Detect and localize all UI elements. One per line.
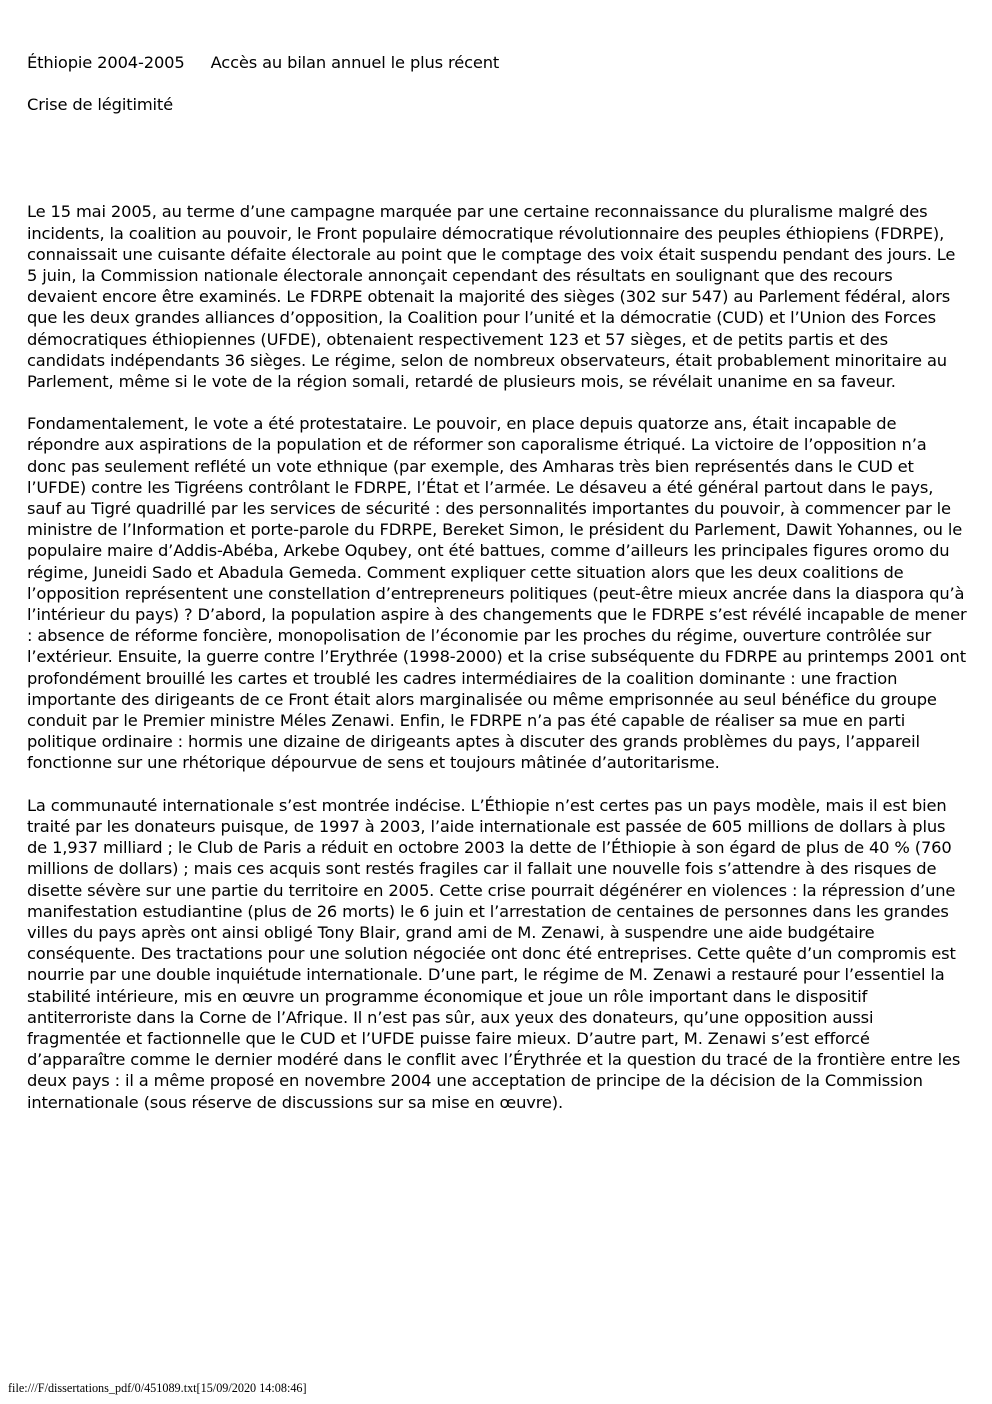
- document-header: [27, 52, 967, 73]
- country-period-label: Éthiopie 2004-2005: [27, 53, 185, 72]
- section-title: Crise de légitimité: [27, 95, 174, 115]
- article-body: [27, 201, 967, 1112]
- paragraph-protest-vote: Fondamentalement, le vote a été protestataire. Le pouvoir, en place depuis quatorze ans, était incapable de répondre aux aspirations de la population et de réformer son caporalisme étriqué. La victoire de l’opposition n’a donc pas seulement reflété un vote ethnique (par exemple, des Amharas très bien représentés dans le CUD et l’UFDE) contre les Tigréens contrôlant le FDRPE, l’État et l’armée. Le désaveu a été général partout dans le pays, sauf au Tigré quadrillé par les services de sécurité : des personnalités importantes du pouvoir, à commencer par le ministre de l’Information et porte-parole du FDRPE, Bereket Simon, le président du Parlement, Dawit Yohannes, ou le populaire maire d’Addis-Abéba, Arkebe Oqubey, ont été battues, comme d’ailleurs les principales figures oromo du régime, Juneidi Sado et Abadula Gemeda. Comment expliquer cette situation alors que les deux coalitions de l’opposition représentent une constellation d’entrepreneurs politiques (peut-être mieux ancrée dans la diaspora qu’à l’intérieur du pays) ? D’abord, la population aspire à des changements que le FDRPE s’est révélé incapable de mener : absence de réforme foncière, monopolisation de l’économie par les proches du régime, ouverture contrôlée sur l’extérieur. Ensuite, la guerre contre l’Erythrée (1998-2000) et la crise subséquente du FDRPE au printemps 2001 ont profondément brouillé les cartes et troublé les cadres intermédiaires de la coalition dominante : une fraction importante des dirigeants de ce Front était alors marginalisée ou même emprisonnée au seul bénéfice du groupe conduit par le Premier ministre Méles Zenawi. Enfin, le FDRPE n’a pas été capable de réaliser sa mue en parti politique ordinaire : hormis une dizaine de dirigeants aptes à discuter des grands problèmes du pays, l’appareil fonctionne sur une rhétorique dépourvue de sens et toujours mâtinée d’autoritarisme.: [27, 414, 967, 773]
- paragraph-elections: Le 15 mai 2005, au terme d’une campagne marquée par une certaine reconnaissance du pluralisme malgré des incidents, la coalition au pouvoir, le Front populaire démocratique révolutionnaire des peuples éthiopiens (FDRPE), connaissait une cuisante défaite électorale au point que le comptage des voix était suspendu pendant des jours. Le 5 juin, la Commission nationale électorale annonçait cependant des résultats en soulignant que des recours devaient encore être examinés. Le FDRPE obtenait la majorité des sièges (302 sur 547) au Parlement fédéral, alors que les deux grandes alliances d’opposition, la Coalition pour l’unité et la démocratie (CUD) et l’Union des Forces démocratiques éthiopiennes (UFDE), obtenaient respectivement 123 et 57 sièges, et de petits partis et des candidats indépendants 36 sièges. Le régime, selon de nombreux observateurs, était probablement minoritaire au Parlement, même si le vote de la région somali, retardé de plusieurs mois, se révélait unanime en sa faveur.: [27, 202, 956, 392]
- latest-report-link[interactable]: Accès au bilan annuel le plus récent: [210, 53, 500, 72]
- document-page: [27, 52, 967, 1134]
- file-path-footer: file:///F/dissertations_pdf/0/451089.txt[15/09/2020 14:08:46]: [8, 1381, 307, 1395]
- paragraph-international-community: La communauté internationale s’est montrée indécise. L’Éthiopie n’est certes pas un pays modèle, mais il est bien traité par les donateurs puisque, de 1997 à 2003, l’aide internationale est passée de 605 millions de dollars à plus de 1,937 milliard ; le Club de Paris a réduit en octobre 2003 la dette de l’Éthiopie à son égard de plus de 40 % (760 millions de dollars) ; mais ces acquis sont restés fragiles car il fallait une nouvelle fois s’attendre à des risques de disette sévère sur une partie du territoire en 2005. Cette crise pourrait dégénérer en violences : la répression d’une manifestation estudiantine (plus de 26 morts) le 6 juin et l’arrestation de centaines de personnes dans les grandes villes du pays après ont ainsi obligé Tony Blair, grand ami de M. Zenawi, à suspendre une aide budgétaire conséquente. Des tractations pour une solution négociée ont donc été entreprises. Cette quête d’un compromis est nourrie par une double inquiétude internationale. D’une part, le régime de M. Zenawi a restauré pour l’essentiel la stabilité intérieure, mis en œuvre un programme économique et joue un rôle important dans le dispositif antiterroriste dans la Corne de l’Afrique. Il n’est pas sûr, aux yeux des donateurs, qu’une opposition aussi fragmentée et factionnelle que le CUD et l’UFDE puisse faire mieux. D’autre part, M. Zenawi s’est efforcé d’apparaître comme le dernier modéré dans le conflit avec l’Érythrée et la question du tracé de la frontière entre les deux pays : il a même proposé en novembre 2004 une acceptation de principe de la décision de la Commission internationale (sous réserve de discussions sur sa mise en œuvre).: [27, 795, 961, 1112]
